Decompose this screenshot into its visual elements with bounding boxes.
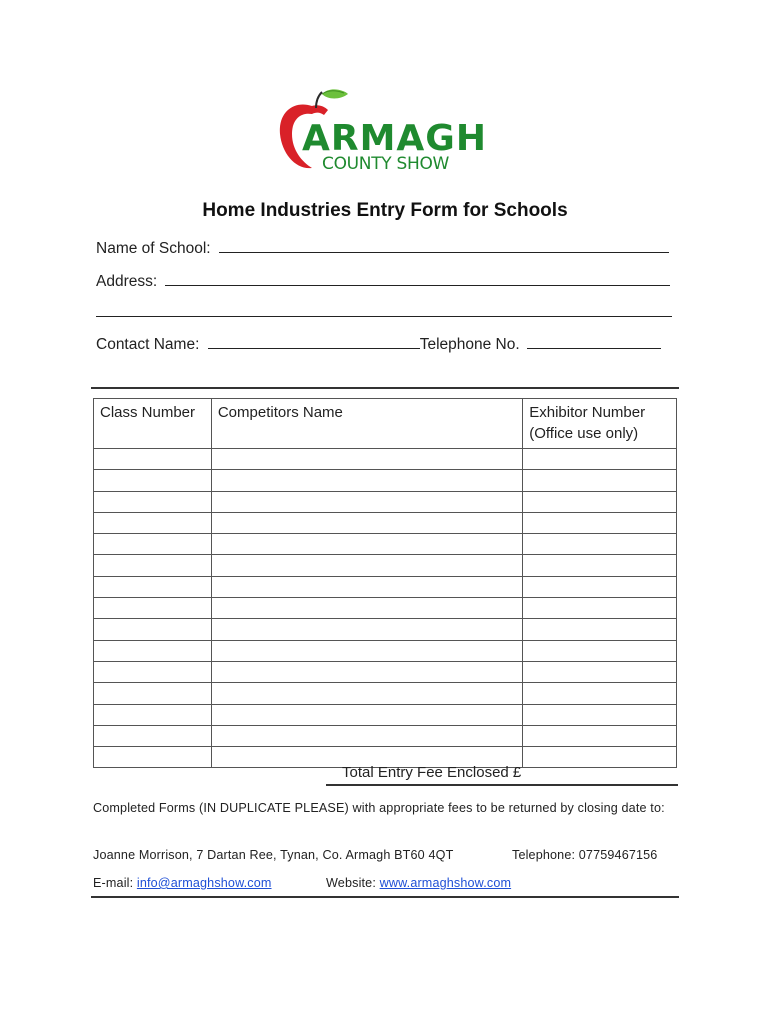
exhibitor-number-cell[interactable] [523,619,677,640]
competitor-name-cell[interactable] [211,470,522,491]
class-number-cell[interactable] [94,598,212,619]
competitor-name-cell[interactable] [211,555,522,576]
contact-telephone: Telephone: 07759467156 [512,848,658,862]
class-number-cell[interactable] [94,725,212,746]
contact-name-field[interactable] [208,334,420,349]
class-number-cell[interactable] [94,640,212,661]
class-number-cell[interactable] [94,704,212,725]
logo-text-county-show: COUNTY SHOW [322,154,450,174]
total-entry-fee[interactable] [326,764,678,786]
footer-divider [91,896,679,898]
website-link[interactable]: www.armaghshow.com [379,876,512,890]
exhibitor-number-cell[interactable] [523,555,677,576]
contact-row [96,334,674,354]
return-instructions: Completed Forms (IN DUPLICATE PLEASE) with appropriate fees to be returned by closing date to: [93,801,665,815]
exhibitor-number-cell[interactable] [523,470,677,491]
class-number-header: Class Number [94,399,212,449]
competitor-name-cell[interactable] [211,534,522,555]
competitor-name-cell[interactable] [211,449,522,470]
class-number-cell[interactable] [94,491,212,512]
table-row [94,704,677,725]
armagh-county-show-logo [272,88,502,180]
school-name-label: Name of School: [96,240,211,257]
email-row [93,876,272,890]
exhibitor-number-header-line1: Exhibitor Number [529,404,646,421]
section-divider [91,387,679,389]
class-number-cell[interactable] [94,683,212,704]
class-number-cell[interactable] [94,555,212,576]
table-row [94,640,677,661]
address-field[interactable] [165,271,670,286]
exhibitor-number-cell[interactable] [523,683,677,704]
table-row [94,555,677,576]
class-number-cell[interactable] [94,576,212,597]
return-address: Joanne Morrison, 7 Dartan Ree, Tynan, Co. Armagh BT60 4QT [93,848,454,862]
table-row [94,661,677,682]
exhibitor-number-cell[interactable] [523,661,677,682]
competitor-name-cell[interactable] [211,704,522,725]
class-number-cell[interactable] [94,512,212,533]
school-name-field[interactable] [219,238,669,253]
exhibitor-number-cell[interactable] [523,491,677,512]
form-title: Home Industries Entry Form for Schools [202,200,568,221]
address-field-line-2[interactable] [96,302,672,317]
competitor-name-cell[interactable] [211,683,522,704]
website-label: Website: [326,876,376,890]
telephone-label: Telephone No. [419,336,520,353]
table-row [94,512,677,533]
exhibitor-number-cell[interactable] [523,598,677,619]
table-row [94,449,677,470]
table-header-row [94,399,677,449]
competitor-name-cell[interactable] [211,576,522,597]
email-link[interactable]: info@armaghshow.com [136,876,272,890]
email-label: E-mail: [93,876,134,890]
competitor-name-cell[interactable] [211,661,522,682]
table-row [94,491,677,512]
table-row [94,576,677,597]
exhibitor-number-cell[interactable] [523,512,677,533]
class-number-cell[interactable] [94,470,212,491]
exhibitor-number-header-line2: (Office use only) [529,425,639,442]
total-entry-fee-label: Total Entry Fee Enclosed £ [342,764,522,781]
table-row [94,534,677,555]
exhibitor-number-cell[interactable] [523,449,677,470]
table-row [94,598,677,619]
class-number-cell[interactable] [94,661,212,682]
table-row [94,683,677,704]
competitor-name-cell[interactable] [211,491,522,512]
table-row [94,725,677,746]
class-number-cell[interactable] [94,449,212,470]
competitor-name-cell[interactable] [211,512,522,533]
telephone-field[interactable] [527,334,661,349]
exhibitor-number-cell[interactable] [523,640,677,661]
exhibitor-number-cell[interactable] [523,576,677,597]
class-number-cell[interactable] [94,619,212,640]
class-number-cell[interactable] [94,747,212,768]
table-row [94,470,677,491]
logo-text-armagh: ARMAGH [302,118,487,159]
exhibitor-number-cell[interactable] [523,534,677,555]
exhibitor-number-header [523,399,677,449]
competitor-name-header: Competitors Name [211,399,522,449]
school-name-row [96,238,674,258]
competitor-name-cell[interactable] [211,619,522,640]
competitor-name-cell[interactable] [211,598,522,619]
exhibitor-number-cell[interactable] [523,725,677,746]
exhibitor-number-cell[interactable] [523,704,677,725]
contact-name-label: Contact Name: [96,336,200,353]
address-row-2 [96,302,674,322]
address-row [96,271,674,291]
class-number-cell[interactable] [94,534,212,555]
entries-table [93,398,677,768]
address-label: Address: [96,273,158,290]
competitor-name-cell[interactable] [211,725,522,746]
table-row [94,619,677,640]
website-row [326,876,511,890]
competitor-name-cell[interactable] [211,640,522,661]
